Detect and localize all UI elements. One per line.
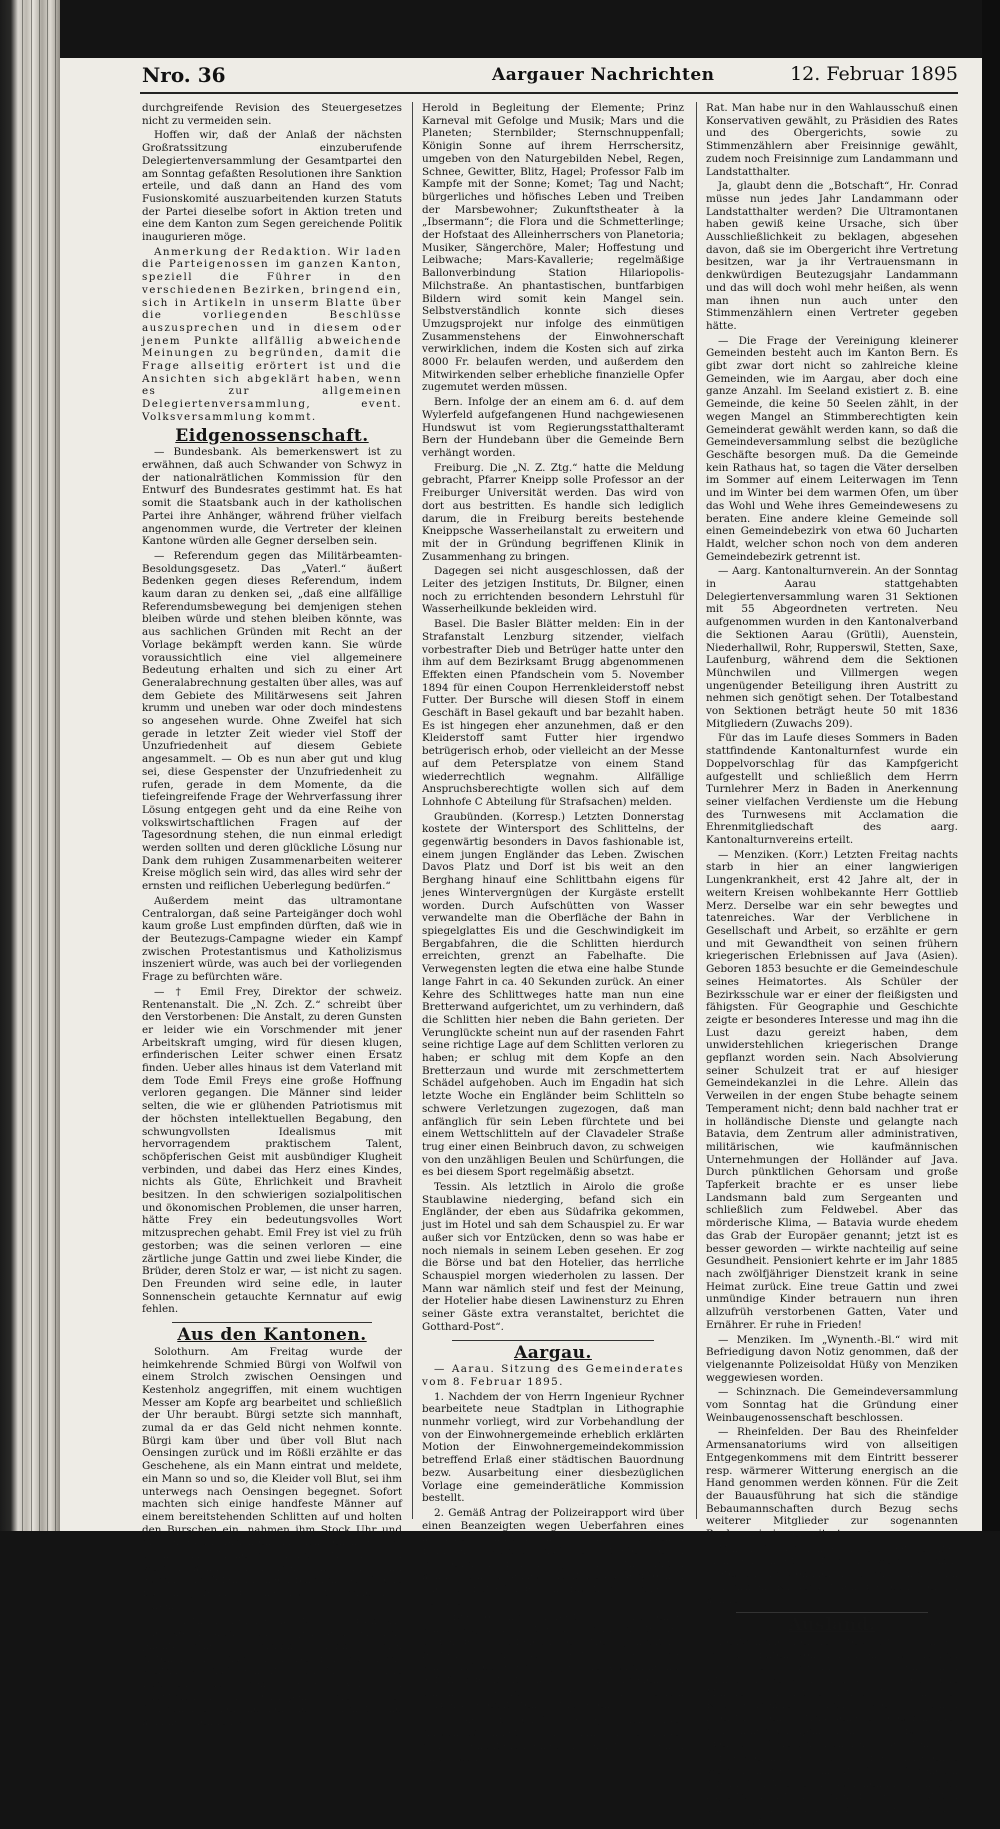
article-paragraph: Für das im Laufe dieses Sommers in Baden stattfindende Kantonalturnfest wurde ein Doppelvorschlag für das Kampfgericht aufgestellt und schließlich dem Herrn Turnlehrer Merz in Baden in Anerkennung seiner vielfachen Verdienste um die Hebung des Turnwesens mit Acclamation die Ehrenmitgliedschaft des aarg. Kantonalturnvereins erteilt. [706, 732, 958, 847]
newspaper-title: Aargauer Nachrichten [492, 65, 715, 85]
editorial-note: Anmerkung der Redaktion. Wir laden die Parteigenossen im ganzen Kanton, speziell die Führer in den verschiedenen Bezirken, bringend ein, sich in Artikeln in unserm Blatte über die vorliegenden Beschlüsse auszusprechen und in diesem oder jenem Punkte allfällig abweichende Meinungen zu begründen, damit die Frage allseitig erörtert ist und die Ansichten sich abgeklärt haben, wenn es zur allgemeinen Delegiertenversammlung, event. Volksversammlung kommt. [142, 245, 402, 423]
article-menziken: — Menziken. (Korr.) Letzten Freitag nachts starb in hier an einer langwierigen Lungenkrankheit, erst 42 Jahre alt, der in weitern Kreisen wohlbekannte Herr Gottlieb Merz. Derselbe war ein sehr bewegtes und tatenreiches. War der Verblichene in Gesellschaft und Arbeit, so erzählte er gern und mit Gewandtheit von seinen frühern kriegerischen Erlebnissen auf Java (Asien). Geboren 1853 besuchte er die Gemeindeschule seines Heimatortes. Als Schüler der Bezirksschule war er einer der fleißigsten und fähigsten. Für Geographie und Geschichte zeigte er besonderes Interesse und mag ihn die Lust dazu gereizt haben, dem unwiderstehlichen kriegerischen Drange gepflanzt worden sein. Nach Absolvierung seiner Schulzeit trat er auf hiesiger Gemeindekanzlei in die Lehre. Allein das Verweilen in der engen Stube behagte seinem Temperament nicht; denn bald nachher trat er in holländische Dienste und gelangte nach Batavia, dem Zentrum aller administrativen, militärischen, wie kaufmännischen Unternehmungen der Holländer auf Java. Durch pünktlichen Gehorsam und große Tapferkeit brachte er es unser liebe Landsmann bald zum Sergeanten und schließlich zum Feldwebel. Aber das mörderische Klima, — Batavia wurde ehedem das Grab der Europäer genannt; jetzt ist es besser geworden — wirkte nachteilig auf seine Gesundheit. Pensioniert kehrte er im Jahr 1885 nach zwölfjähriger Dienstzeit krank in seine Heimat zurück. Eine treue Gattin und zwei unmündige Kinder betrauern nun ihren allzufrüh verstorbenen Gatten, Vater und Ernährer. Er ruhe in Frieden! [706, 848, 958, 1331]
article-paragraph: Hoffen wir, daß der Anlaß der nächsten Großratssitzung einzuberufende Delegiertenversammlung der Gesamtpartei den am Sonntag gefaßten Resolutionen ihre Sanktion erteile, und daß dann an Hand des vom Fusionskomité auszuarbeitenden kurzen Statuts der Partei dieselbe sofort in Aktion treten und eine dem Kanton zum Segen gereichende Politik inaugurieren möge. [142, 129, 402, 244]
article-paragraph: Herold in Begleitung der Elemente; Prinz Karneval mit Gefolge und Musik; Mars und die Planeten; Sternbilder; Sternschnuppenfall; Königin Sonne auf ihrem Herrschersitz, umgeben von den Naturgebilden Nebel, Regen, Schnee, Gewitter, Blitz, Hagel; Professor Falb im Kampfe mit der Sonne; Komet; Tag und Nacht; bürgerliches und höfisches Leben und Treiben der Marsbewohner; Zukunftstheater à la „Ibsermann“; die Flora und die Schmetterlinge; der Hofstaat des Alleinherrschers von Planetoria; Musiker, Sängerchöre, Maler; Hoffestung und Leibwache; Mars-Kavallerie; regelmäßige Ballonverbindung Station Hilariopolis-Milchstraße. An phantastischen, buntfarbigen Bildern wird somit kein Mangel sein. Selbstverständlich konnte sich dieses Umzugsprojekt nur infolge des einmütigen Zusammenstehens der Einwohnerschaft verwirklichen, indem die Kosten sich auf zirka 8000 Fr. belaufen werden, und außerdem den Mitwirkenden selber erhebliche finanzielle Opfer zugemutet werden müssen. [422, 102, 684, 394]
article-frankreich: Frankreich. Drei deutsche Handelsreisende werden in der „Frankf. Ztg.“ von folgendem fabelhaften Abenteuer, das ihnen in Frankreich zugestoßen ist: Die drei Herren benutzten einen freien Sonntag, um von Delsberg aus einen Ausflug [706, 1752, 958, 1828]
article-basel: Basel. Die Basler Blätter melden: Ein in der Strafanstalt Lenzburg sitzender, vielfach vorbestrafter Dieb und Betrüger hatte unter den ihm auf dem Bezirksamt Brugg abgenommenen Effekten einen Pfandschein vom 5. November 1894 für einen Coupon Herrenkleiderstoff nebst Futter. Der Bursche will diesen Stoff in einem Geschäft in Basel gekauft und bar bezahlt haben. Es ist hingegen eher anzunehmen, daß er den Kleiderstoff samt Futter hier irgendwo betrügerisch erhob, oder vielleicht an der Messe auf dem Petersplatze von einem Stand wiederrechtlich wegnahm. Allfällige Anspruchsberechtigte wollen sich auf dem Lohnhofe C Abteilung für Strafsachen) melden. [422, 618, 684, 808]
article-botschaft: — Die „Botschaft“ beklagt sich über Ausschließlichkeit der Freisinnigen gegenüber den Ultramontanen anläßlich der letzten Wahlen im Großen [422, 1714, 684, 1765]
article-fastnacht: — Solothurn. Der Fastnachtszug wird am 21. und 26. Februar vom Stapel gelassen. Das phantastische Programm nimmt drei Abteilungen in Aussicht: 1. Der Flug durch das Weltall. 2. Auf dem Planeten Mars. 3. Die Rückkehr aus dem Weltall. Von den hauptsächlichsten Gruppen, die unter fachkundiger Leitung Leitung zur Darstellung kommen, nennen wir: [142, 1614, 402, 1729]
section-divider [172, 1322, 372, 1323]
section-heading-aargau: Aargau. [514, 1342, 592, 1363]
article-tessin: Tessin. Als letztlich in Airolo die große Staublawine niederging, befand sich ein Engländer, der eben aus Südafrika gekommen, just im Hotel und sah dem Schauspiel zu. Er war außer sich vor Entzücken, denn so was habe er noch niemals in seinem Leben gesehen. Er zog die Börse und bat den Hotelier, das herrliche Schauspiel morgen wiederholen zu lassen. Der Mann war nämlich steif und fest der Meinung, der Hotelier habe diesen Lawinensturz zu Ehren seiner Gäste extra veranstaltet, berichtet die Gotthard-Post“. [422, 1181, 684, 1333]
newspaper-page [60, 58, 982, 1828]
section-heading-eidgenossenschaft: Eidgenossenschaft. [175, 425, 369, 446]
section-heading-ausland: Ausland. [788, 1615, 876, 1636]
article-schinznach: — Schinznach. Die Gemeindeversammlung vom Sonntag hat die Gründung einer Weinbaugenossenschaft beschlossen. [706, 1386, 958, 1424]
article-solothurn: Solothurn. Am Freitag wurde der heimkehrende Schmied Bürgi von Wolfwil von einem Strolch zwischen Oensingen und Kestenholz angegriffen, mit einem wuchtigen Messer am Kopfe arg bearbeitet und schließlich der Uhr beraubt. Bürgi setzte sich mannhaft, zumal da er das Geld nicht nehmen konnte. Bürgi kam über und über voll Blut nach Oensingen zurück und im Rößli erzählte er das Geschehene, als ein Mann eintrat und meldete, ein Mann so und so, die Kleider voll Blut, sei ihm unterwegs nach Oensingen begegnet. Sofort machten sich einige handfeste Männer auf einem bereitstehenden Schlitten auf und holten den Burschen ein, nahmen ihm Stock Uhr und Messer ab und brachten ihn nach Oensingen, wo er nur mit Mühe der Lynchjustiz entzogen werden konnte. Landjäger Wiß führte ihn alsdann ins Gefängnis nach Balsthal. Der freche Bursche gab an, die That aus Not begangen zu haben. [142, 1345, 402, 1612]
article-bern: Bern. Infolge der an einem am 6. d. auf dem Wylerfeld aufgefangenen Hund nachgewiesenen Hundswut ist vom Regierungsstatthalteramt Bern der Hundebann über die Gemeinde Bern verhängt worden. [422, 396, 684, 459]
issue-number: Nro. 36 [142, 63, 226, 87]
article-gemeinden: — Die Frage der Vereinigung kleinerer Gemeinden besteht auch im Kanton Bern. Es gibt zwar dort nicht so zahlreiche kleine Gemeinden, wie im Aargau, aber doch eine ganze Anzahl. Im Seeland existiert z. B. eine Gemeinde, die keine 50 Seelen zählt, in der wegen Mangel an Stimmberechtigten kein Gemeinderat gewählt werden kann, so daß die Gemeindeversammlung selbst die bezügliche Geschäfte besorgen muß. Da die Gemeinde kein Rathaus hat, so tagen die Väter derselben im Sommer auf einem Leiterwagen im Tenn und im Winter bei dem warmen Ofen, um über das Wohl und Wehe ihres Gemeindewesens zu beraten. Eine andere kleine Gemeinde soll einen Gemeindebezirk von etwa 60 Jucharten Haldt, welcher schon noch von dem anderen Gemeindebezirk getrennt ist. [706, 334, 958, 563]
article-menziken: — Menziken. Im „Wynenth.-Bl.“ wird mit Befriedigung davon Notiz genommen, daß der vielgenannte Polizeisoldat Hüßy von Menziken weggewiesen worden. [706, 1333, 958, 1384]
article-paragraph: 3. Ebenso wird ein bestrittene Buße eines Wirtes wegen nicht strafbar zu sein glaubte, weil er bei der betreffenden Uebertretung nicht ist, bestätigt, da bis jetzt § 67 des Wirtschaftsgesetzes vorgesehene Ausnahme nur auf fremde Besitz hat, die vorübergehend in einem Gasthof resp. bei einem herbergsberechtigten Wirt logieren. [422, 1610, 684, 1712]
article-bundesbank: — Bundesbank. Als bemerkenswert ist zu erwähnen, daß auch Schwander von Schwyz in der nationalrätlichen Kommission für den Entwurf des Bundesrates gestimmt hat. Es hat somit die Staatsbank auch in der katholischen Partei ihre Anhänger, während früher vielfach angenommen wurde, die Vertreter der kleinen Kantone würden alle Gegner derselben sein. [142, 446, 402, 548]
issue-date: 12. Februar 1895 [790, 63, 958, 85]
dark-page-edge [982, 0, 1000, 1531]
article-referendum: — Referendum gegen das Militärbeamten-Besoldungsgesetz. Das „Vaterl.“ äußert Bedenken gegen dieses Referendum, indem kaum daran zu denken sei, „daß eine allfällige Referendumsbewegung bei demjenigen stehen bleiben würde und stehen bleiben könnte, was aus sachlichen Gründen mit Recht an der Vorlage bekämpft werden kann. Sie würde voraussichtlich eine viel allgemeinere Bedeutung erhalten und sich zu einer Art Generalabrechnung gestalten über alles, was auf dem Gebiete des Militärwesens seit Jahren krumm und uneben war oder doch mindestens so angesehen wurde. Ohne Zweifel hat sich gerade in letzter Zeit wieder viel Stoff der Unzufriedenheit auf diesem Gebiete angesammelt. — Ob es nun aber gut und klug sei, diese Gespenster der Unzufriedenheit zu rufen, gerade in dem Momente, da die tiefeingreifende Frage der Wehrverfassung ihrer Lösung entgegen geht und da eine Reihe von volkswirtschaftlichen Fragen auf der Tagesordnung stehen, die nun einmal erledigt werden sollten und deren glückliche Lösung nur Dank dem ruhigen Zusammenarbeiten weiterer Kreise möglich sein wird, das alles wird sehr der ernsten und reiflichen Ueberlegung bedürfen.“ [142, 549, 402, 893]
page-stack-edge [0, 0, 60, 1531]
article-graubuenden: Graubünden. (Korresp.) Letzten Donnerstag kostete der Wintersport des Schlittelns, der gegenwärtig besonders in Davos fashionable ist, einem jungen Engländer das Leben. Zwischen Davos Platz und Dorf ist bis weit an den Berghang hinauf eine Schlittbahn eigens für jenes Wintervergnügen der Kurgäste erstellt worden. Durch Aufschütten von Wasser verwandelte man die Oberfläche der Bahn in spiegelglattes Eis und die Geschwindigkeit im Bergabfahren, die die Schlitten hierdurch erreichten, grenzt an Fabelhafte. Die Verwegensten legten die etwa eine halbe Stunde lange Fahrt in ca. 40 Sekunden zurück. An einer Kehre des Schlittweges hatte man nun eine Bretterwand aufgerichtet, um zu verhindern, daß die Schlitten hier neben die Bahn gerieten. Der Verunglückte scheint nun auf der rasenden Fahrt seine richtige Lage auf dem Schlitten verloren zu haben; er schlug mit dem Kopfe an den Bretterzaun und wurde mit zerschmettertem Schädel aufgehoben. Auch im Engadin hat sich letzte Woche ein Engländer beim Schlitteln so schwere Verletzungen zugezogen, daß man anfänglich für sein Leben fürchtete und bei einem Wettschlitteln auf der Clavadeler Straße trug einer einen Beinbruch davon, zu schweigen von den unzähligen Beulen und Schürfungen, die es bei diesem Sport regelmäßig absetzt. [422, 810, 684, 1179]
header-rule [140, 92, 958, 94]
article-rheinfelden: — Rheinfelden. Der Bau des Rheinfelder Armensanatoriums wird von allseitigen Entgegenkommens mit dem Eintritt besserer resp. wärmerer Witterung energisch an die Hand genommen werden können. Für die Zeit der Bauausführung hat sich die ständige Bebaumannschaften durch Bezug sechs weiterer Mitglieder zur sogenannten Baukommission erweitert. [706, 1426, 958, 1541]
article-paragraph: Rat. Man habe nur in den Wahlausschuß einen Konservativen gewählt, zu Präsidien des Rates und des Obergerichts, sowie zu Stimmenzählern aber Freisinnige gewählt, zudem noch Freisinnige zum Landammann und Landstatthalter. [706, 102, 958, 178]
article-paragraph: durchgreifende Revision des Steuergesetzes nicht zu vermeiden sein. [142, 102, 402, 127]
article-paragraph: Dagegen sei nicht ausgeschlossen, daß der Leiter des jetzigen Instituts, Dr. Bilgner, einen noch zu errichtenden besondern Lehrstuhl für Wasserheilkunde bekleiden wird. [422, 565, 684, 616]
article-turnverein: — Aarg. Kantonalturnverein. An der Sonntag in Aarau stattgehabten Delegiertenversammlung waren 31 Sektionen mit 55 Abgeordneten vertreten. Neu aufgenommen wurden in den Kantonalverband die Sektionen Aarau (Grütli), Auenstein, Niederhallwil, Rohr, Rupperswil, Stetten, Saxe, Laufenburg, während dem die Sektionen Münchwilen und Villmergen wegen ungenügender Beteiligung ihren Austritt zu nehmen sich genötigt sehen. Der Totalbestand von Sektionen beträgt heute 50 mit 1836 Mitgliedern (Zuwachs 209). [706, 565, 958, 730]
masthead [142, 63, 958, 93]
column-divider [696, 102, 697, 1519]
section-divider [452, 1340, 654, 1341]
section-heading-kantone: Aus den Kantonen. [177, 1325, 367, 1346]
article-paragraph: 1. Nachdem der von Herrn Ingenieur Rychner bearbeitete neue Stadtplan in Lithographie nunmehr vorliegt, wird zur Vorbehandlung der von der Einwohnergemeinde erheblich erklärten Motion der Einwohnergemeindekommission betreffend Erlaß einer städtischen Bauordnung bezw. Ausarbeitung einer diesbezüglichen Vorlage eine gemeinderätliche Kommission bestellt. [422, 1390, 684, 1505]
article-paragraph: 2. Gemäß Antrag der Polizeirapport wird über einen Beanzeigten wegen Ueberfahren eines kleineren Schlittens mit seinem eisbeladenen Fuhrwerk, welches auf der Straße wegen mangelhafter Einrichtung nicht still halten konnte, eine angemessene Buße ausgesprochen und der Betreffende zum Ersatz des Schadens verurteilt. [422, 1506, 684, 1608]
article-aarau: — Aarau. Sitzung des Gemeinderates vom 8. Februar 1895. [422, 1363, 684, 1388]
article-emil-frey: — † Emil Frey, Direktor der schweiz. Rentenanstalt. Die „N. Zch. Z.“ schreibt über den Verstorbenen: Die Anstalt, zu deren Gunsten er leider wie ein Vorschmender mit jener Arbeitskraft umging, wird für diesen klugen, erfinderischen Leiter schwer einen Ersatz finden. Ueber alles hinaus ist dem Vaterland mit dem Tode Emil Freys eine große Hoffnung verloren gegangen. Die Männer sind leider selten, die wie er glühenden Patriotismus mit der höchsten intellektuellen Begabung, den schwungvollsten Idealismus mit hervorragendem praktischem Talent, schöpferischen Geist mit ausbündiger Klugheit verbinden, und dabei das Herz eines Kindes, nichts als Güte, Ehrlichkeit und Bravheit besitzen. In den schwierigen sozialpolitischen und ökonomischen Problemen, die unser harren, hätte Frey ein bedeutungsvolles Wort mitzusprechen gehabt. Emil Frey ist viel zu früh gestorben; was die seinen verloren — eine zärtliche junge Gattin und zwei liebe Kinder, die Brüder, deren Stolz er war, — ist nicht zu sagen. Den Freunden wird seine edle, in lauter Sonnenschein getauchte Kernnatur auf ewig fehlen. [142, 985, 402, 1316]
section-divider [736, 1612, 928, 1613]
article-paragraph: Außerdem meint das ultramontane Centralorgan, daß seine Parteigänger doch wohl kaum große Lust empfinden dürften, daß wie in der Beutezugs-Campagne wieder ein Kampf zwischen Protestantismus und Katholizismus inszeniert würde, was auch bei der vorliegenden Frage zu befürchten wäre. [142, 894, 402, 984]
column-1 [142, 102, 402, 1729]
column-2 [422, 102, 684, 1765]
article-paragraph: Ja, glaubt denn die „Botschaft“, Hr. Conrad müsse nun jedes Jahr Landammann oder Landstatthalter werden? Die Ultramontanen haben gewiß keine Ursache, sich über Ausschließlichkeit zu beklagen, abgesehen davon, daß sie im Obergericht ihre Vertretung besitzen, war ja ihr Vertrauensmann in denkwürdigen Beutezugsjahr Landammann und das will doch wohl mehr heißen, als wenn man ihnen nun auch unter den Stimmenzählern einen Vertreter gegeben hätte. [706, 180, 958, 332]
column-3 [706, 102, 958, 1828]
article-freiburg: Freiburg. Die „N. Z. Ztg.“ hatte die Meldung gebracht, Pfarrer Kneipp solle Professor an der Freiburger Universität werden. Das wird von dort aus bestritten. Es handle sich lediglich darum, die in Freiburg bereits bestehende Kneippsche Wasserheilanstalt zu erweitern und mit der in Gründung begriffenen Klinik in Zusammenhang zu bringen. [422, 461, 684, 563]
article-paragraph: Man hofft, daß nun auch der Staat den Bau finanziell kräftig fördern werde, damit spätestens im Sommer 1896 das Sanatorium von armen Kurbedürftigen bezogen werden könne. [706, 1542, 958, 1606]
article-deutschland: Deutschland. Der neueste Sport des Kaisers ist das Halten von Vorträgen. Erst neulich sprach er bekanntlich vor zahlreichen Offizieren zwei Stunden lang über die deutsche Marine. Nun hat er letzte Woche in der Kriegsakademie schon wieder einen zweistündigen Vortrag gehalten, diesmal über den chinesisch-japanischen Krieg. Es waren über 500 Offiziere als Zuhörer aufgeboten. [706, 1635, 958, 1750]
column-divider [412, 102, 413, 1519]
